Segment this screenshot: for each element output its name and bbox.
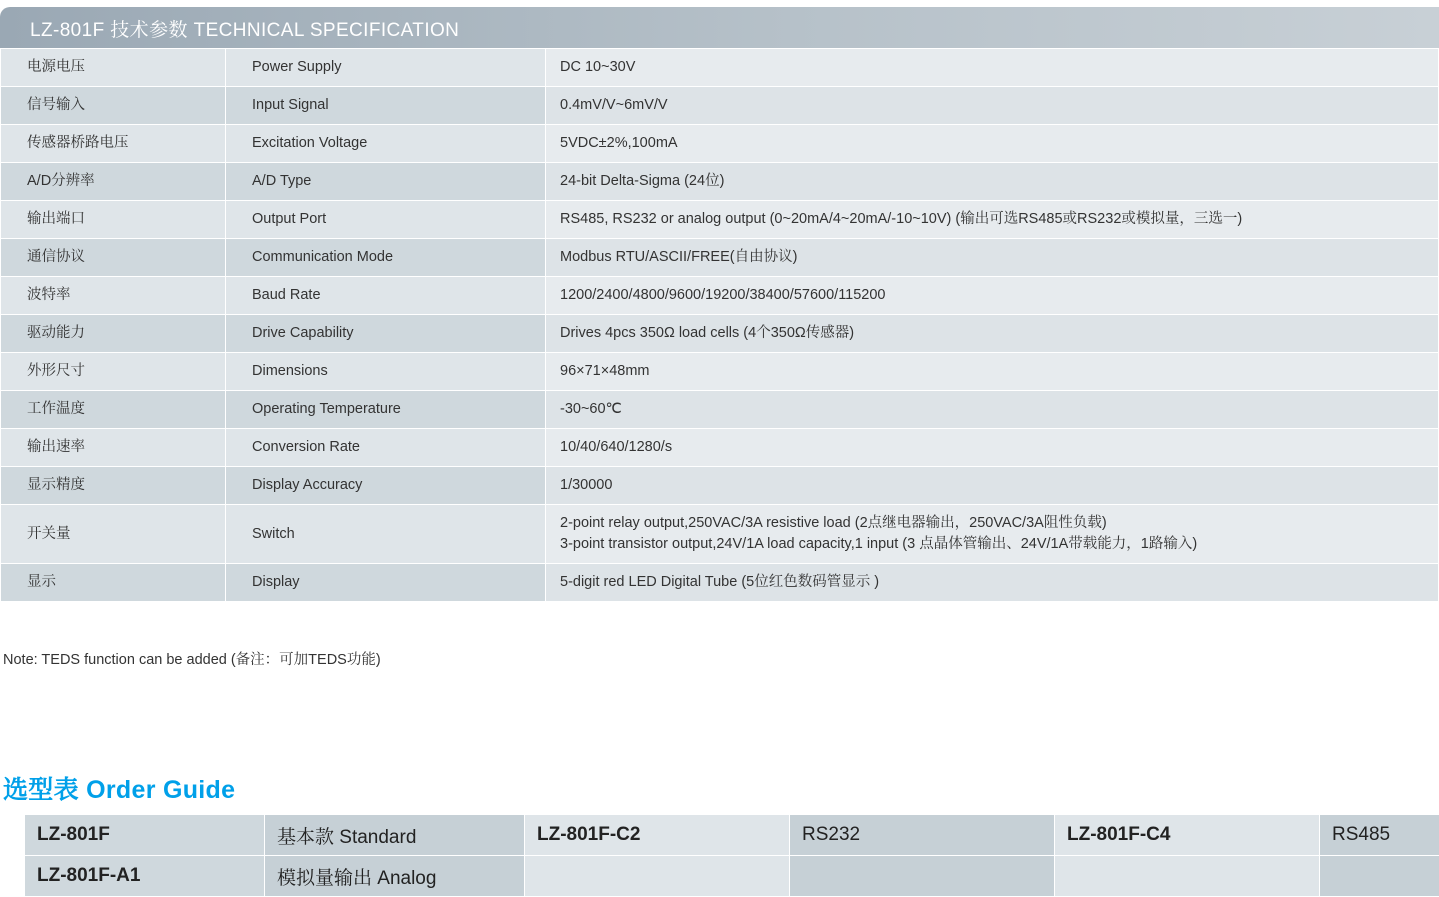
spec-label-en: Switch: [226, 505, 546, 564]
spec-value: 24-bit Delta-Sigma (24位): [546, 163, 1439, 201]
order-model-code: LZ-801F-C4: [1055, 815, 1320, 856]
table-row: [1, 49, 1439, 87]
spec-value: -30~60℃: [546, 391, 1439, 429]
table-row: [1, 239, 1439, 277]
spec-note: Note: TEDS function can be added (备注：可加TEDS功能): [3, 652, 381, 668]
spec-label-en: Conversion Rate: [226, 429, 546, 467]
spec-label-cn: 显示精度: [1, 467, 226, 505]
table-row: [1, 429, 1439, 467]
table-row: [1, 163, 1439, 201]
spec-label-en: Output Port: [226, 201, 546, 239]
spec-label-en: Excitation Voltage: [226, 125, 546, 163]
spec-value: Modbus RTU/ASCII/FREE(自由协议): [546, 239, 1439, 277]
table-row: [1, 201, 1439, 239]
spec-value-line-2: 3-point transistor output,24V/1A load capacity,1 input (3 点晶体管输出、24V/1A带载能力，1路输入): [560, 536, 1198, 553]
order-guide-heading-cn: 选型表: [3, 776, 79, 804]
order-model-desc: 基本款 Standard: [265, 815, 525, 856]
order-model-code: [1055, 856, 1320, 897]
spec-value: 5-digit red LED Digital Tube (5位红色数码管显示 ): [546, 564, 1439, 602]
table-row: [25, 815, 1439, 856]
spec-label-cn: 输出速率: [1, 429, 226, 467]
table-row: [1, 353, 1439, 391]
spec-label-cn: 电源电压: [1, 49, 226, 87]
spec-label-cn: 输出端口: [1, 201, 226, 239]
order-model-desc: [1320, 856, 1439, 897]
order-model-code: LZ-801F: [25, 815, 265, 856]
spec-label-cn: 信号输入: [1, 87, 226, 125]
order-model-desc: RS485: [1320, 815, 1439, 856]
spec-label-en: Communication Mode: [226, 239, 546, 277]
order-guide-section: [24, 814, 1439, 897]
order-model-desc: 模拟量输出 Analog: [265, 856, 525, 897]
spec-label-cn: 波特率: [1, 277, 226, 315]
table-row: [1, 505, 1439, 564]
spec-value: 1200/2400/4800/9600/19200/38400/57600/115200: [546, 277, 1439, 315]
table-row: [1, 87, 1439, 125]
technical-specification-section: [0, 7, 1439, 602]
table-row: [1, 564, 1439, 602]
spec-label-cn: 通信协议: [1, 239, 226, 277]
spec-label-en: Drive Capability: [226, 315, 546, 353]
table-row: [1, 125, 1439, 163]
spec-label-cn: 开关量: [1, 505, 226, 564]
spec-value: [546, 505, 1439, 564]
spec-value: Drives 4pcs 350Ω load cells (4个350Ω传感器): [546, 315, 1439, 353]
spec-value: 0.4mV/V~6mV/V: [546, 87, 1439, 125]
spec-label-en: Input Signal: [226, 87, 546, 125]
spec-value: 10/40/640/1280/s: [546, 429, 1439, 467]
spec-table-title: LZ-801F 技术参数 TECHNICAL SPECIFICATION: [0, 7, 1439, 48]
spec-value: 96×71×48mm: [546, 353, 1439, 391]
spec-label-en: A/D Type: [226, 163, 546, 201]
spec-value: DC 10~30V: [546, 49, 1439, 87]
table-row: [1, 467, 1439, 505]
spec-label-cn: 显示: [1, 564, 226, 602]
spec-label-en: Baud Rate: [226, 277, 546, 315]
table-row: [1, 391, 1439, 429]
order-model-code: LZ-801F-A1: [25, 856, 265, 897]
order-model-code: LZ-801F-C2: [525, 815, 790, 856]
order-model-desc: RS232: [790, 815, 1055, 856]
spec-value: 5VDC±2%,100mA: [546, 125, 1439, 163]
technical-specification-table: [0, 48, 1439, 602]
table-row: [25, 856, 1439, 897]
spec-label-en: Power Supply: [226, 49, 546, 87]
spec-value: RS485, RS232 or analog output (0~20mA/4~20mA/-10~10V) (输出可选RS485或RS232或模拟量，三选一): [546, 201, 1439, 239]
spec-label-en: Operating Temperature: [226, 391, 546, 429]
spec-label-cn: 传感器桥路电压: [1, 125, 226, 163]
spec-label-cn: 驱动能力: [1, 315, 226, 353]
spec-label-cn: 外形尺寸: [1, 353, 226, 391]
spec-label-cn: 工作温度: [1, 391, 226, 429]
spec-label-en: Dimensions: [226, 353, 546, 391]
spec-label-en: Display: [226, 564, 546, 602]
spec-value: 1/30000: [546, 467, 1439, 505]
order-model-code: [525, 856, 790, 897]
table-row: [1, 315, 1439, 353]
order-model-desc: [790, 856, 1055, 897]
table-row: [1, 277, 1439, 315]
spec-label-cn: A/D分辨率: [1, 163, 226, 201]
spec-label-en: Display Accuracy: [226, 467, 546, 505]
order-guide-heading-en: Order Guide: [86, 776, 236, 804]
order-guide-heading: [3, 770, 235, 806]
order-guide-table: [24, 814, 1439, 897]
spec-value-line-1: 2-point relay output,250VAC/3A resistive load (2点继电器输出，250VAC/3A阻性负载): [560, 515, 1107, 532]
